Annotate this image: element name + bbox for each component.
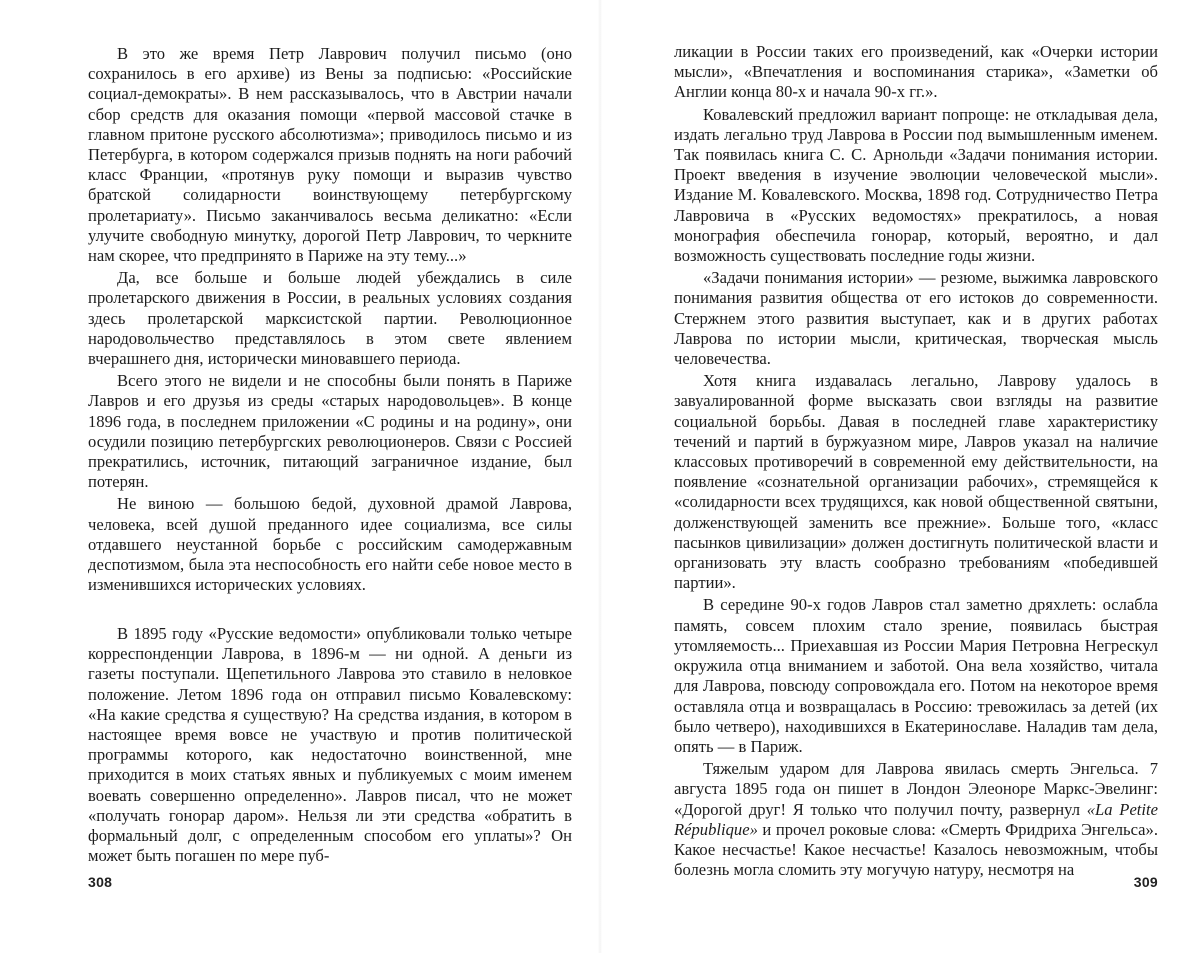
book-gutter (598, 0, 602, 953)
left-page-bottom-section (88, 624, 572, 866)
paragraph: В 1895 году «Русские ведомости» опубликовали только четыре корреспонденции Лаврова, в 1896-м — ни одной. А деньги из газеты поступали. Щепетильного Лаврова это ставило в неловкое положение. Летом 1896 года он отправил письмо Ковалевскому: «На какие средства я существую? На средства издания, в котором в настоящее время вовсе не участвую и против политической программы которого, как недостаточно воинственной, мне приходится в моих статьях явных и публикуемых с моим именем воевать совершенно определенно». Лавров писал, что не может «получать гонорар даром». Нельзя ли эти средства «обратить в формальный долг, с определенным способом его уплаты»? Он может быть погашен по мере пуб- (88, 624, 572, 866)
right-page (674, 0, 1158, 953)
paragraph: «Задачи понимания истории» — резюме, выжимка лавровского понимания развития общества от его истоков до современности. Стержнем этого развития выступает, как и в других работах Лаврова по истории мысли, критическая, творческая мысль человечества. (674, 268, 1158, 369)
paragraph: В это же время Петр Лаврович получил письмо (оно сохранилось в его архиве) из Вены за подписью: «Российские социал-демократы». В нем рассказывалось, что в Австрии начали сбор средств для оказания помощи «первой массовой стачке в главном притоне русского абсолютизма»; приводилось письмо и из Петербурга, в котором содержался призыв поднять на ноги рабочий класс Франции, «протянув руку помощи и выразив чувство братской солидарности воинствующему петербургскому пролетариату». Письмо заканчивалось весьма деликатно: «Если улучите свободную минутку, дорогой Петр Лаврович, то черкните нам скорее, что предпринято в Париже на эту тему...» (88, 44, 572, 266)
paragraph-continuation: ликации в России таких его произведений, как «Очерки истории мысли», «Впечатления и воспоминания старика», «Заметки об Англии конца 80-х и начала 90-х гг.». (674, 42, 1158, 102)
paragraph: Да, все больше и больше людей убеждались в силе пролетарского движения в России, в реальных условиях создания здесь пролетарской марксистской партии. Революционное народовольчество представлялось в этом свете явлением вчерашнего дня, исторически миновавшего периода. (88, 268, 572, 369)
paragraph: В середине 90-х годов Лавров стал заметно дряхлеть: ослабла память, совсем плохим стало зрение, появилась быстрая утомляемость... Приехавшая из России Мария Петровна Негрескул окружила отца вниманием и заботой. Она вела хозяйство, читала для Лаврова, повсюду сопровождала его. Потом на некоторое время оставляла отца и возвращалась в Россию: тревожилась за детей (их было четверо), находившихся в Екатеринославе. Наладив там дела, опять — в Париж. (674, 595, 1158, 756)
paragraph: Не виною — большою бедой, духовной драмой Лаврова, человека, всей душой преданного идее социализма, все силы отдавшего неустанной борьбе с российским самодержавным деспотизмом, была эта неспособность его найти себе новое место в изменившихся исторических условиях. (88, 494, 572, 595)
text-run: и прочел роковые слова: «Смерть Фридриха Энгельса». Какое несчастье! Какое несчастье! Казалось невозможным, чтобы болезнь могла сломить эту могучую натуру, несмотря на (674, 819, 1158, 880)
newspaper-title: «La Petite République» (674, 799, 1159, 839)
page-number: 308 (88, 874, 113, 890)
left-page-top-section (88, 44, 572, 595)
paragraph-last (674, 759, 1158, 880)
paragraph: Ковалевский предложил вариант попроще: не откладывая дела, издать легально труд Лаврова в России под вымышленным именем. Так появилась книга С. С. Арнольди «Задачи понимания истории. Проект введения в изучение эволюции человеческой мысли». Издание М. Ковалевского. Москва, 1898 год. Сотрудничество Петра Лавровича в «Русских ведомостях» прекратилось, а новая монография обеспечила гонорар, который, вероятно, и дал возможность существовать последние годы жизни. (674, 104, 1158, 266)
paragraph: Всего этого не видели и не способны были понять в Париже Лавров и его друзья из среды «старых народовольцев». В конце 1896 года, в последнем приложении «С родины и на родину», они осудили позицию петербургских революционеров. Связи с Россией прекратились, источник, питающий заграничное издание, был потерян. (88, 371, 572, 492)
text-run: Тяжелым ударом для Лаврова явилась смерть Энгельса. 7 августа 1895 года он пишет в Лондон Элеоноре Маркс-Эвелинг: «Дорогой друг! Я только что получил почту, развернул (674, 759, 1158, 819)
paragraph: Хотя книга издавалась легально, Лаврову удалось в завуалированной форме высказать свои взгляды на развитие социальной борьбы. Давая в последней главе характеристику течений и партий в буржуазном мире, Лавров указал на наличие классовых противоречий в современной ему действительности, на появление «сознательной организации рабочих», стремящейся к «солидарности всех трудящихся, как новой общественной святыни, долженствующей заменить все прежние». Больше того, «класс пасынков цивилизации» должен достигнуть политической власти и организовать эту власть сообразно требованиям «победившей партии». (674, 371, 1158, 593)
page-number: 309 (1133, 874, 1158, 890)
right-page-text (674, 42, 1158, 880)
left-page (88, 0, 572, 953)
